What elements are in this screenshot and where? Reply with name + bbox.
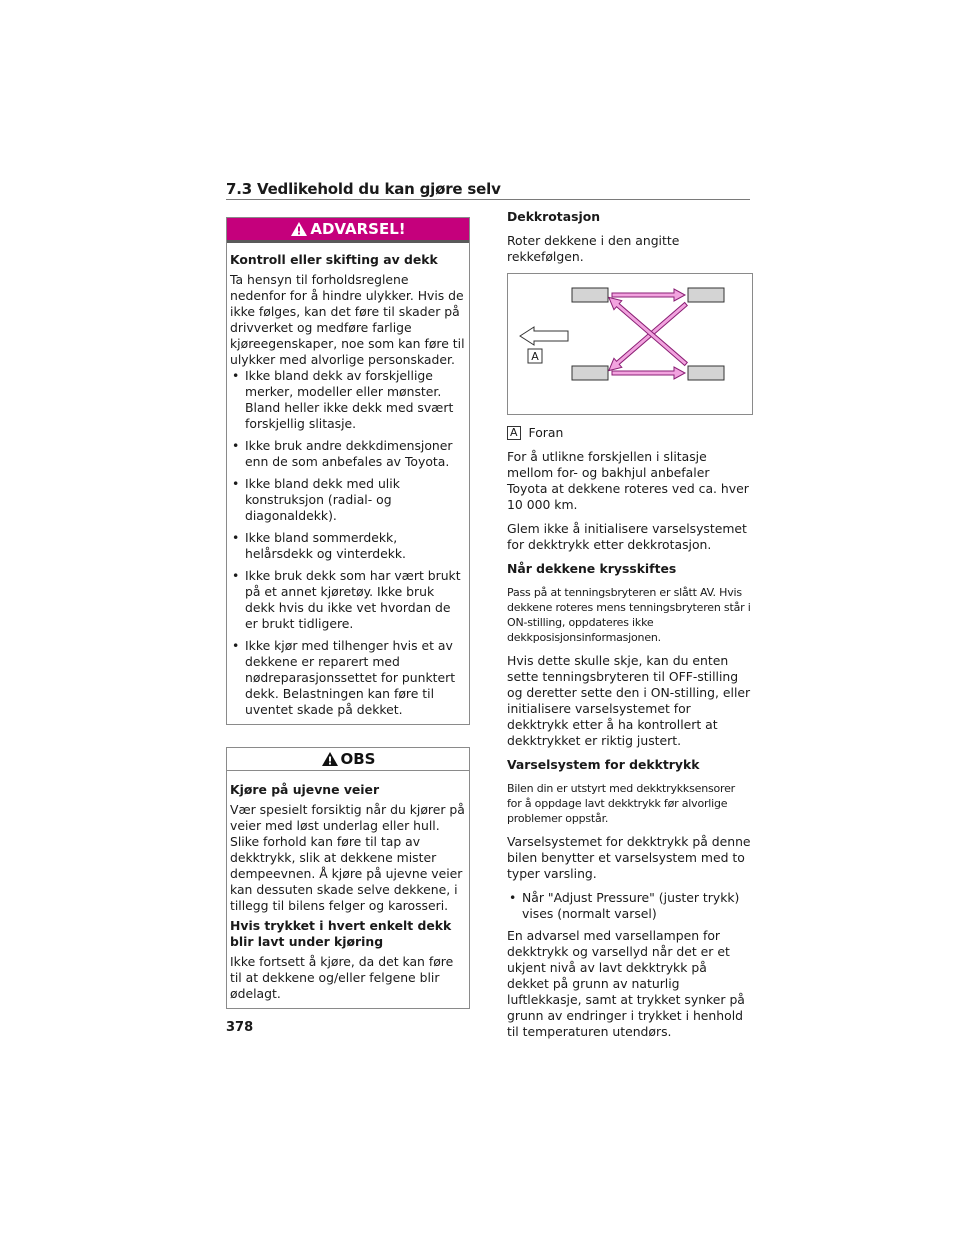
tire-rotation-svg — [508, 274, 752, 414]
heading-cross-rotation: Når dekkene krysskiftes — [507, 561, 677, 576]
warning-title: ADVARSEL! — [310, 220, 406, 238]
warning-icon — [290, 221, 308, 237]
tpms-types-text: Varselsystemet for dekktrykk på denne bilen benytter et varselsystem med to typer varsling. — [507, 834, 751, 881]
obs-box — [226, 747, 470, 1009]
list-item: • Ikke bruk andre dekkdimensjoner enn de som anbefales av Toyota. — [230, 438, 466, 470]
list-item: • Ikke bland sommerdekk, helårsdekk og vinterdekk. — [230, 530, 466, 562]
rotation-interval-text: For å utlikne forskjellen i slitasje mellom for- og bakhjul anbefaler Toyota at dekkene roteres ved ca. hver 10 000 km. — [507, 449, 749, 512]
page-number: 378 — [226, 1020, 254, 1035]
legend-front — [507, 425, 751, 441]
arrow-top — [612, 289, 685, 301]
front-direction-arrow — [520, 327, 568, 345]
list-item: • Ikke bland dekk med ulik konstruksjon (radial- og diagonaldekk). — [230, 476, 466, 524]
warning-box — [226, 217, 470, 725]
initialize-reminder-text: Glem ikke å initialisere varselsystemet for dekktrykk etter dekkrotasjon. — [507, 521, 747, 552]
list-item: • Ikke bruk dekk som har vært brukt på et annet kjøretøy. Ikke bruk dekk hvis du ikke vet hvordan de er brukt tidligere. — [230, 568, 466, 632]
ignition-remedy-text: Hvis dette skulle skje, kan du enten sette tenningsbryteren til OFF-stilling og deretter sette den i ON-stilling, eller initialisere varselsystemet for dekktrykk etter å ha kontrollert at dekktrykket er riktig justert. — [507, 653, 751, 748]
obs-low-pressure-text: Ikke fortsett å kjøre, da det kan føre til at dekkene og/eller felgene blir ødelagt. — [230, 954, 454, 1001]
obs-title: OBS — [340, 750, 376, 768]
header-rule — [226, 199, 750, 200]
tpms-intro: Bilen din er utstyrt med dekktrykksensorer for å oppdage lavt dekktrykk før alvorlige problemer oppstår. — [507, 782, 735, 825]
tpms-list — [507, 890, 751, 922]
ignition-note: Pass på at tenningsbryteren er slått AV. Hvis dekkene roteres mens tenningsbryteren står i ON-stilling, oppdateres ikke dekkposisjonsinformasjonen. — [507, 586, 751, 644]
tpms-warning-description: En advarsel med varsellampen for dekktrykk og varsellyd når det er et ukjent nivå av lavt dekktrykk på dekket på grunn av naturlig luftlekkasje, samt at trykket synker på grunn av endringer i trykket i henhold til temperaturen utendørs. — [507, 928, 745, 1039]
heading-tire-rotation: Dekkrotasjon — [507, 209, 601, 224]
section-title: 7.3 Vedlikehold du kan gjøre selv — [226, 180, 501, 198]
warning-body — [227, 243, 469, 724]
list-item: • Ikke bland dekk av forskjellige merker, modeller eller mønster. Bland heller ikke dekk med svært forskjellig slitasje. — [230, 368, 466, 432]
obs-subtitle-rough-roads: Kjøre på ujevne veier — [230, 782, 380, 797]
tire-rotation-diagram — [507, 273, 753, 415]
tire-rear-right — [688, 366, 724, 380]
caution-icon — [321, 751, 339, 767]
warning-list — [230, 368, 466, 718]
tire-rear-left — [688, 288, 724, 302]
tire-front-right — [572, 366, 608, 380]
list-item: • Når "Adjust Pressure" (juster trykk) vises (normalt varsel) — [507, 890, 751, 922]
legend-letter: A — [507, 426, 521, 440]
diagram-label: A — [531, 350, 539, 363]
obs-header — [227, 748, 469, 771]
arrow-diagonal-down — [605, 299, 690, 375]
arrow-bottom — [612, 367, 685, 379]
heading-tpms: Varselsystem for dekktrykk — [507, 757, 700, 772]
list-item: • Ikke kjør med tilhenger hvis et av dekkene er reparert med nødreparasjonssettet for punktert dekk. Belastningen kan føre til uventet skade på dekket. — [230, 638, 466, 718]
warning-subtitle: Kontroll eller skifting av dekk — [230, 252, 438, 267]
right-column — [507, 209, 751, 1048]
obs-rough-roads-text: Vær spesielt forsiktig når du kjører på veier med løst underlag eller hull. Slike forhold kan føre til tap av dekktrykk, slik at dekkene mister dempeevnen. Å kjøre på ujevne veier kan dessuten skade selve dekkene, i tillegg til bilens felger og karosseri. — [230, 802, 465, 913]
obs-body — [227, 771, 469, 1008]
legend-text: Foran — [528, 425, 564, 440]
tire-front-left — [572, 288, 608, 302]
obs-subtitle-low-pressure: Hvis trykket i hvert enkelt dekk blir lavt under kjøring — [230, 918, 452, 949]
rotation-instruction: Roter dekkene i den angitte rekkefølgen. — [507, 233, 680, 264]
warning-intro: Ta hensyn til forholdsreglene nedenfor for å hindre ulykker. Hvis de ikke følges, kan det føre til skader på drivverket og medføre farlige kjøreegenskaper, noe som kan føre til ulykker med alvorlige personskader. — [230, 272, 465, 367]
left-column — [226, 217, 470, 1009]
warning-header — [227, 218, 469, 243]
arrow-diagonal-up — [605, 293, 690, 369]
